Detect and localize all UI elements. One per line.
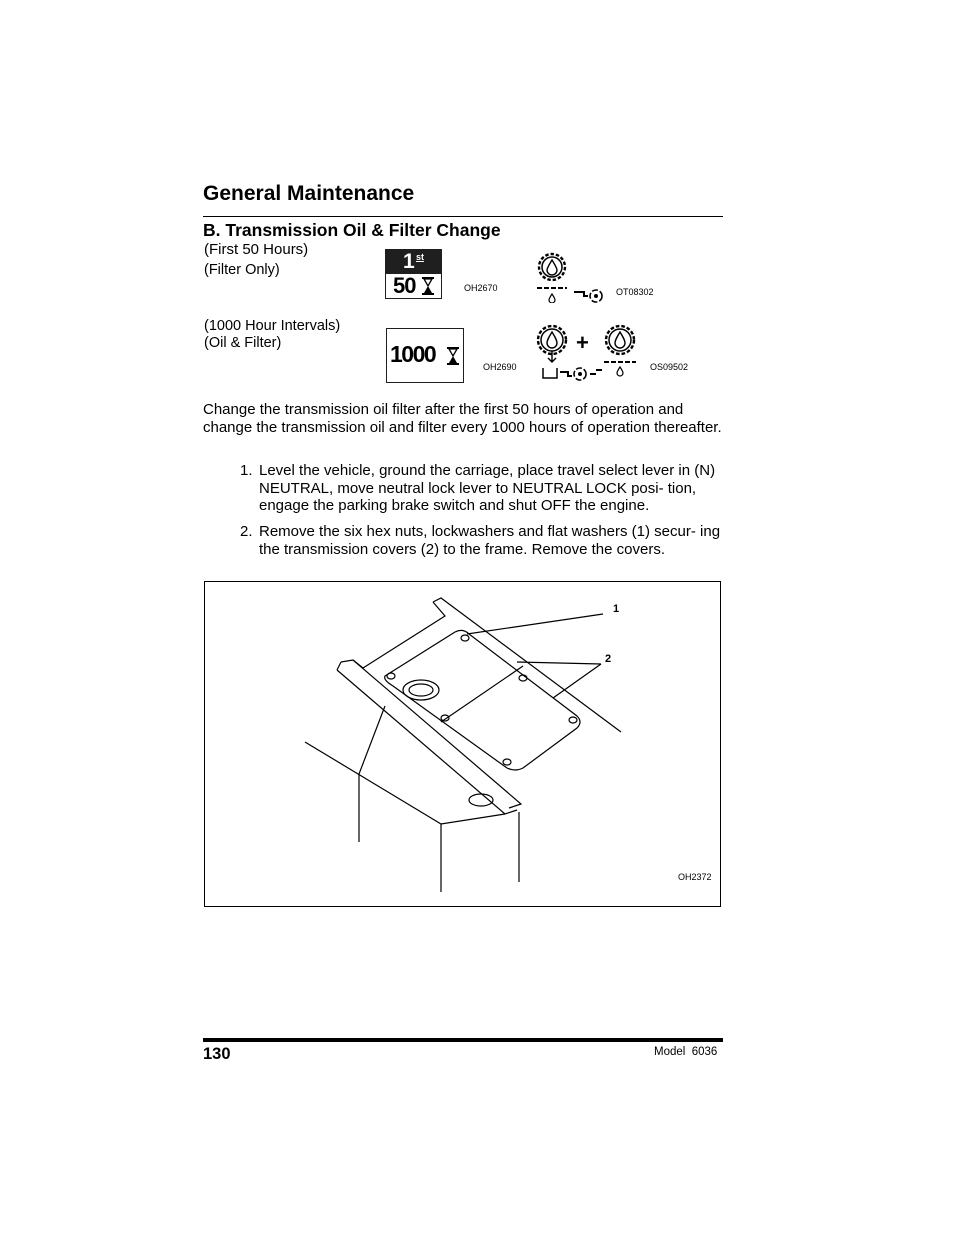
hourglass-icon xyxy=(421,277,435,295)
intro-paragraph: Change the transmission oil filter after the first 50 hours of operation and change the transmission oil and filter every 1000 hours of operation thereafter. xyxy=(203,401,722,436)
first-50-hours-badge xyxy=(385,249,442,299)
later-interval-label: (1000 Hour Intervals) xyxy=(204,318,341,334)
badge-first-suffix: st xyxy=(416,252,425,262)
step-number: 1. xyxy=(240,462,253,479)
plus-sign: + xyxy=(576,330,589,355)
step-text: Level the vehicle, ground the carriage, place travel select lever in (N) NEUTRAL, move neutral lock lever to NEUTRAL LOCK posi- tion, engage the parking brake switch and shut OFF the engine. xyxy=(259,462,716,514)
hourglass-icon xyxy=(446,347,460,365)
badge-first-hours: 50 xyxy=(393,273,416,298)
1000-hours-badge xyxy=(386,328,464,383)
step-2 xyxy=(240,523,724,558)
step-text: Remove the six hex nuts, lockwashers and flat washers (1) secur- ing the transmission covers (2) to the frame. Remove the covers. xyxy=(259,523,721,558)
section-title: General Maintenance xyxy=(203,182,415,205)
transmission-cover-figure xyxy=(204,581,721,907)
callout-1: 1 xyxy=(613,603,620,615)
page-number: 130 xyxy=(203,1045,231,1063)
callout-2: 2 xyxy=(605,653,612,665)
model-label: Model 6036 xyxy=(654,1046,718,1058)
later-interval-detail: (Oil & Filter) xyxy=(204,335,282,351)
step-number: 2. xyxy=(240,523,253,540)
badge-first-code: OH2670 xyxy=(464,283,498,293)
step-1 xyxy=(240,462,724,515)
badge-1000-hours: 1000 xyxy=(390,341,436,367)
filter-change-icon xyxy=(532,249,612,303)
transmission-cover-drawing xyxy=(205,582,720,906)
procedure-title: B. Transmission Oil & Filter Change xyxy=(203,220,501,240)
badge-1000-code: OH2690 xyxy=(483,362,517,372)
filter-icon-code: OT08302 xyxy=(616,287,654,297)
badge-first-number: 1 xyxy=(403,250,415,273)
figure-code: OH2372 xyxy=(678,872,712,882)
first-interval-label: (First 50 Hours) xyxy=(204,241,309,258)
footer-rule xyxy=(203,1038,723,1042)
oil-filter-icon-code: OS09502 xyxy=(650,362,689,372)
first-interval-detail: (Filter Only) xyxy=(204,262,280,278)
header-rule xyxy=(203,216,723,217)
